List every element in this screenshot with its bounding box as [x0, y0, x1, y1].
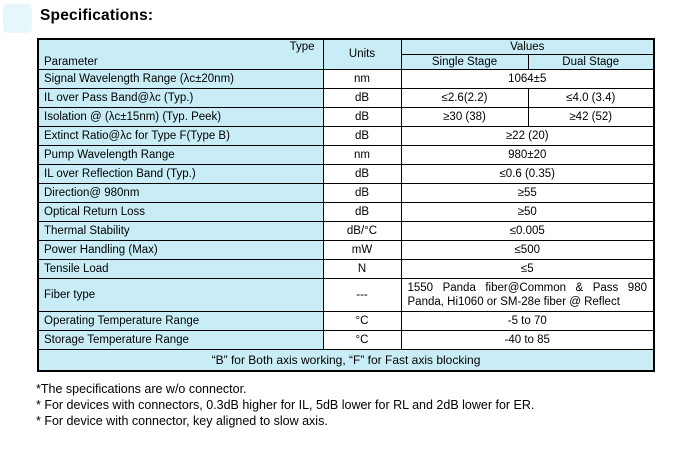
units-cell: dB	[323, 107, 401, 126]
value-cell: -40 to 85	[401, 330, 654, 349]
values-header-cell: Values	[401, 39, 654, 54]
units-cell: dB	[323, 183, 401, 202]
parameter-cell: Optical Return Loss	[38, 202, 323, 221]
value-cell-single-stage: ≥30 (38)	[401, 107, 528, 126]
footnote-line: *The specifications are w/o connector.	[36, 382, 247, 396]
value-cell: ≥55	[401, 183, 654, 202]
value-cell	[401, 278, 654, 311]
parameter-cell: Operating Temperature Range	[38, 311, 323, 330]
parameter-cell: Pump Wavelength Range	[38, 145, 323, 164]
table-row	[38, 311, 654, 330]
parameter-cell: Storage Temperature Range	[38, 330, 323, 349]
table-row	[38, 259, 654, 278]
table-row	[38, 240, 654, 259]
value-cell: ≤0.6 (0.35)	[401, 164, 654, 183]
units-cell: nm	[323, 69, 401, 88]
units-cell: dB	[323, 126, 401, 145]
table-row	[38, 221, 654, 240]
parameter-cell: Extinct Ratio@λc for Type F(Type B)	[38, 126, 323, 145]
table-row	[38, 164, 654, 183]
footer-note-row	[38, 349, 654, 371]
parameter-cell: IL over Pass Band@λc (Typ.)	[38, 88, 323, 107]
single-stage-header-cell: Single Stage	[401, 54, 528, 69]
units-header-cell: Units	[323, 39, 401, 69]
value-line: 1550 Panda fiber@Common & Pass 980	[407, 281, 647, 294]
units-cell: mW	[323, 240, 401, 259]
table-footer	[38, 349, 654, 371]
table-row	[38, 145, 654, 164]
value-cell-dual-stage: ≥42 (52)	[528, 107, 654, 126]
value-cell: ≤500	[401, 240, 654, 259]
units-cell: dB	[323, 88, 401, 107]
corner-header-cell	[38, 39, 323, 69]
units-cell: ---	[323, 278, 401, 311]
value-cell-dual-stage: ≤4.0 (3.4)	[528, 88, 654, 107]
parameter-cell: Isolation @ (λc±15nm) (Typ. Peek)	[38, 107, 323, 126]
parameter-cell: IL over Reflection Band (Typ.)	[38, 164, 323, 183]
corner-label-parameter: Parameter	[44, 55, 98, 68]
table-row	[38, 202, 654, 221]
parameter-cell: Direction@ 980nm	[38, 183, 323, 202]
table-header	[38, 39, 654, 69]
parameter-cell: Signal Wavelength Range (λc±20nm)	[38, 69, 323, 88]
parameter-cell: Fiber type	[38, 278, 323, 311]
dual-stage-header-cell: Dual Stage	[528, 54, 654, 69]
value-cell: 980±20	[401, 145, 654, 164]
footnote-line: * For devices with connectors, 0.3dB higher for IL, 5dB lower for RL and 2dB lower for ER.	[36, 398, 535, 412]
footer-note-cell: “B” for Both axis working, “F” for Fast axis blocking	[38, 349, 654, 371]
units-cell: dB	[323, 164, 401, 183]
units-cell: °C	[323, 330, 401, 349]
value-line: Panda, Hi1060 or SM-28e fiber @ Reflect	[407, 295, 620, 308]
decorative-corner-square	[3, 4, 32, 33]
table-row	[38, 278, 654, 311]
table-row	[38, 126, 654, 145]
units-cell: dB	[323, 202, 401, 221]
parameter-cell: Tensile Load	[38, 259, 323, 278]
units-cell: °C	[323, 311, 401, 330]
units-cell: dB/°C	[323, 221, 401, 240]
value-cell-single-stage: ≤2.6(2.2)	[401, 88, 528, 107]
spec-table-body	[38, 69, 654, 349]
parameter-cell: Thermal Stability	[38, 221, 323, 240]
footnotes	[36, 381, 534, 429]
header-row-1	[38, 39, 654, 54]
footnote-line: * For device with connector, key aligned to slow axis.	[36, 414, 328, 428]
table-row	[38, 183, 654, 202]
value-cell: ≥50	[401, 202, 654, 221]
page-title: Specifications:	[40, 7, 154, 24]
specifications-table	[37, 38, 655, 372]
value-cell: ≤5	[401, 259, 654, 278]
table-row	[38, 107, 654, 126]
table-row	[38, 69, 654, 88]
units-cell: N	[323, 259, 401, 278]
corner-label-type: Type	[289, 41, 315, 53]
parameter-cell: Power Handling (Max)	[38, 240, 323, 259]
value-cell: -5 to 70	[401, 311, 654, 330]
table-row	[38, 330, 654, 349]
value-cell: ≤0.005	[401, 221, 654, 240]
units-cell: nm	[323, 145, 401, 164]
value-cell: 1064±5	[401, 69, 654, 88]
value-cell: ≥22 (20)	[401, 126, 654, 145]
table-row	[38, 88, 654, 107]
